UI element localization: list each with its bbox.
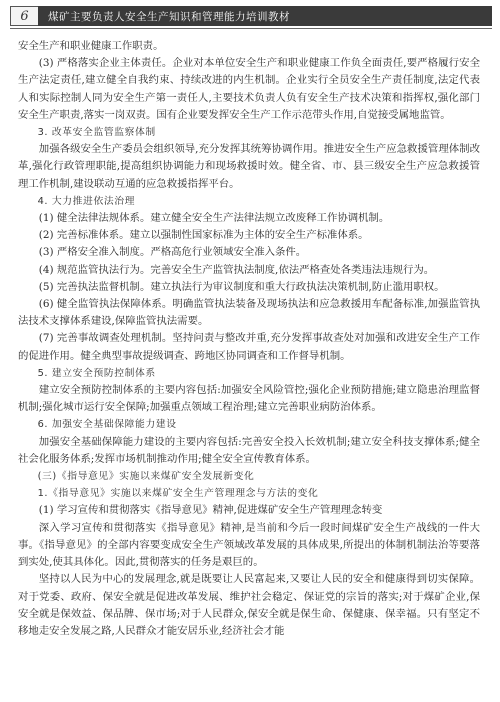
paragraph: 加强各级安全生产委员会组织领导,充分发挥其统筹协调作用。推进安全生产应急救援管理体制改革,强化行政管理职能,提高组织协调能力和现场救援时效。健全省、市、县三级安全生产应急救援管理工作机制,建设联动互通的应急救援指挥平台。 xyxy=(18,143,480,190)
paragraph: 坚持以人民为中心的发展理念,就是既要让人民富起来,又要让人民的安全和健康得到切实保障。对于党委、政府、保安全就是促进改革发展、维护社会稳定、保证党的宗旨的落实;对于煤矿企业,保安全就是保效益、保品牌、保市场;对于人民群众,保安全就是保生命、保健康、保幸福。只有坚定不移地走安全发展之路,人民群众才能安居乐业,经济社会才能 xyxy=(18,573,480,637)
paragraph: (6) 健全监管执法保障体系。明确监管执法装备及现场执法和应急救援用车配备标准,加强监管执法技术支撑体系建设,保障监管执法需要。 xyxy=(18,298,480,328)
paragraph: 加强安全基础保障能力建设的主要内容包括:完善安全投入长效机制;建立安全科技支撑体系;健全社会化服务体系;发挥市场机制推动作用;健全安全宣传教育体系。 xyxy=(18,435,480,465)
running-title: 煤矿主要负责人安全生产知识和管理能力培训教材 xyxy=(38,6,492,26)
section-heading: 5. 建立安全预防控制体系 xyxy=(37,367,156,379)
paragraph: (7) 完善事故调查处理机制。坚持问责与整改并重,充分发挥事故查处对加强和改进安全生产工作的促进作用。健全典型事故提级调查、跨地区协同调查和工作督导机制。 xyxy=(18,332,480,362)
subsection-heading: (三)《指导意见》实施以来煤矿安全发展新变化 xyxy=(37,471,255,483)
section-heading: 6. 加强安全基础保障能力建设 xyxy=(37,419,177,431)
paragraph: 深入学习宣传和贯彻落实《指导意见》精神,是当前和今后一段时间煤矿安全生产战线的一件大事。《指导意见》的全部内容要变成安全生产领域改革发展的具体成果,所提出的体制机制法治等要落到实处,使其具体化。因此,贯彻落实的任务是艰巨的。 xyxy=(18,521,480,569)
header-divider xyxy=(10,28,492,29)
section-heading: 4. 大力推进依法治理 xyxy=(37,195,136,207)
section-heading: 1.《指导意见》实施以来煤矿安全生产管理理念与方法的变化 xyxy=(37,488,319,500)
paragraph: 安全生产和职业健康工作职责。 xyxy=(18,40,164,52)
paragraph: (1) 学习宣传和贯彻落实《指导意见》精神,促进煤矿安全生产管理理念转变 xyxy=(38,504,383,517)
paragraph: (4) 规范监管执法行为。完善安全生产监管执法制度,依法严格查处各类违法违规行为。 xyxy=(38,263,435,276)
page-header xyxy=(10,4,492,28)
paragraph: (1) 健全法律法规体系。建立健全安全生产法律法规立改废释工作协调机制。 xyxy=(38,212,390,225)
section-heading: 3. 改革安全监管监察体制 xyxy=(37,127,156,139)
paragraph: 建立安全预防控制体系的主要内容包括:加强安全风险管控;强化企业预防措施;建立隐患治理监督机制;强化城市运行安全保障;加强重点领域工程治理;建立完善职业病防治体系。 xyxy=(18,384,480,414)
paragraph: (5) 完善执法监督机制。建立执法行为审议制度和重大行政执法决策机制,防止滥用职权。 xyxy=(38,280,445,293)
page-body xyxy=(18,38,480,640)
paragraph: (3) 严格安全准入制度。严格高危行业领域安全准入条件。 xyxy=(38,246,307,259)
page-number: 6 xyxy=(10,6,38,26)
paragraph: (3) 严格落实企业主体责任。企业对本单位安全生产和职业健康工作负全面责任,要严格履行安全生产法定责任,建立健全自我约束、持续改进的内生机制。企业实行全员安全生产责任制度,法定代表人和实际控制人同为安全生产第一责任人,主要技术负责人负有安全生产技术决策和指挥权,强化部门安全生产职责,落实一岗双责。国有企业要发挥安全生产工作示范带头作用,自觉接受属地监管。 xyxy=(18,57,480,121)
paragraph: (2) 完善标准体系。建立以强制性国家标准为主体的安全生产标准体系。 xyxy=(38,229,369,242)
